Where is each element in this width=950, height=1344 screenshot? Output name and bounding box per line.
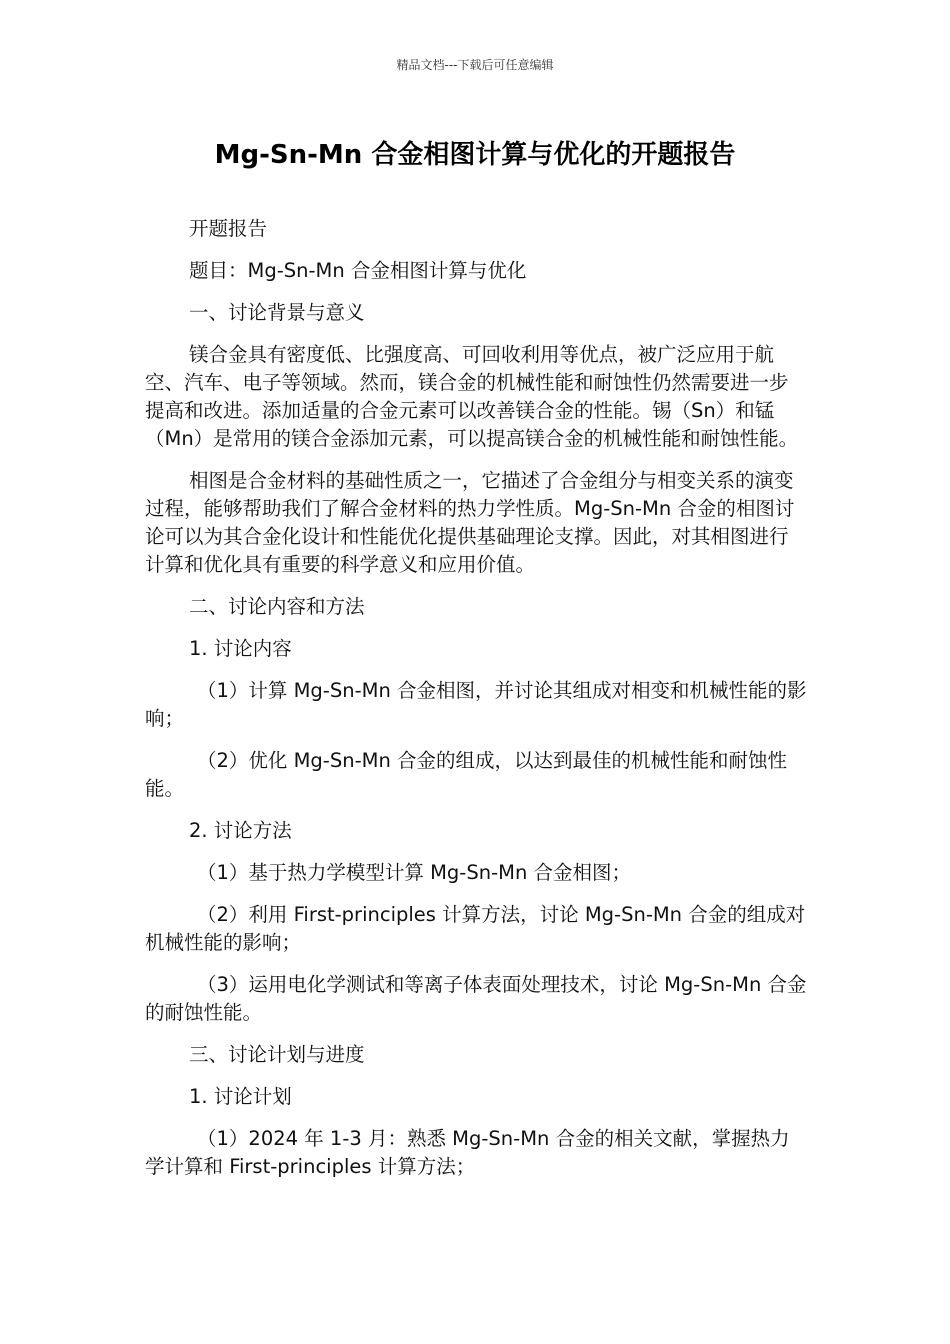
section-heading-content-methods: 二、讨论内容和方法 xyxy=(189,595,365,618)
subheading-content: 1. 讨论内容 xyxy=(189,637,292,660)
subheading-plan: 1. 讨论计划 xyxy=(189,1085,292,1108)
plan-item-1: （1）2024 年 1-3 月：熟悉 Mg-Sn-Mn 合金的相关文献，掌握热力学计算和 First-principles 计算方法； xyxy=(145,1127,790,1178)
document-body xyxy=(145,215,807,1195)
background-paragraph-2: 相图是合金材料的基础性质之一，它描述了合金组分与相变关系的演变过程，能够帮助我们了解合金材料的热力学性质。Mg-Sn-Mn 合金的相图讨论可以为其合金化设计和性能优化提供基础理论支撑。因此，对其相图进行计算和优化具有重要的科学意义和应用价值。 xyxy=(145,469,795,576)
report-label: 开题报告 xyxy=(189,217,268,240)
background-paragraph-1: 镁合金具有密度低、比强度高、可回收利用等优点，被广泛应用于航空、汽车、电子等领域。然而，镁合金的机械性能和耐蚀性仍然需要进一步提高和改进。添加适量的合金元素可以改善镁合金的性能。锡（Sn）和锰（Mn）是常用的镁合金添加元素，可以提高镁合金的机械性能和耐蚀性能。 xyxy=(145,343,799,450)
report-topic: 题目：Mg-Sn-Mn 合金相图计算与优化 xyxy=(189,259,527,282)
method-item-2: （2）利用 First-principles 计算方法，讨论 Mg-Sn-Mn 合金的组成对机械性能的影响； xyxy=(145,903,806,954)
method-item-1: （1）基于热力学模型计算 Mg-Sn-Mn 合金相图； xyxy=(197,861,631,884)
content-item-1: （1）计算 Mg-Sn-Mn 合金相图，并讨论其组成对相变和机械性能的影响； xyxy=(145,679,807,730)
section-heading-plan: 三、讨论计划与进度 xyxy=(189,1043,365,1066)
subheading-methods: 2. 讨论方法 xyxy=(189,819,292,842)
page-header-note: 精品文档---下载后可任意编辑 xyxy=(396,58,554,72)
method-item-3: （3）运用电化学测试和等离子体表面处理技术，讨论 Mg-Sn-Mn 合金的耐蚀性能。 xyxy=(145,973,807,1024)
section-heading-background: 一、讨论背景与意义 xyxy=(189,301,365,324)
content-item-2: （2）优化 Mg-Sn-Mn 合金的组成，以达到最佳的机械性能和耐蚀性能。 xyxy=(145,749,787,800)
document-title: Mg-Sn-Mn 合金相图计算与优化的开题报告 xyxy=(214,140,736,170)
